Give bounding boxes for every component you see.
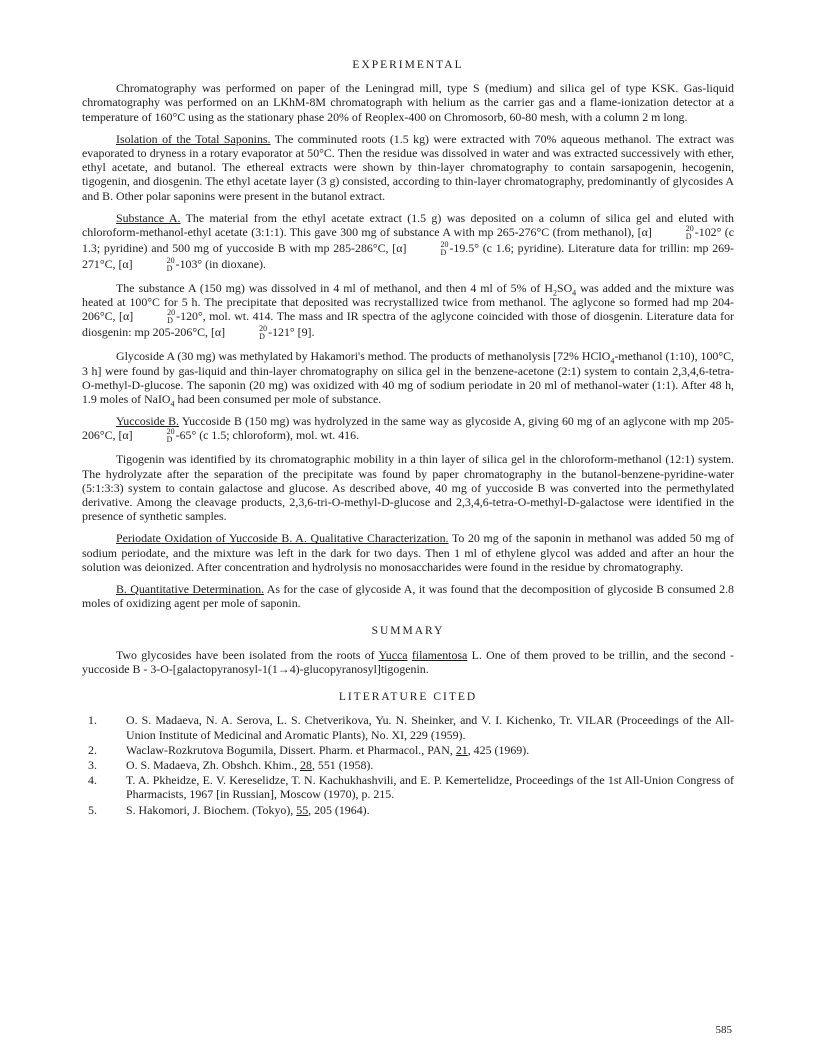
rotation-index: 20 D bbox=[167, 308, 176, 326]
paragraph-chromatography: Chromatography was performed on paper of the Leningrad mill, type S (medium) and silica gel of type KSK. Gas-liquid chromatography was performed on an LKhM-8M chromatograph with helium as the carrier gas and a flame-ionization detector at a temperature of 160°C using as the stationary phase 20% of Reoplex-400 on Chromosorb, 60-80 mesh, with a column 2 m long. bbox=[82, 81, 734, 124]
isolation-text: The comminuted roots (1.5 kg) were extracted with 70% aqueous methanol. The extract was evaporated to dryness in a rotary evaporator at 50°C. Then the residue was dissolved in water and was extracted successively with ether, ethyl acetate, and butanol. The ethereal extracts were shown by thin-layer chromatography to contain sarsapogenin, hecogenin, tigogenin, and diosgenin. The ethyl acetate layer (3 g) consisted, according to thin-layer chromatography, predominantly of glycosides A and B. Other polar saponins were present in the butanol extract. bbox=[82, 131, 735, 203]
paragraph-glycoside-a: Glycoside A (30 mg) was methylated by Hakamori's method. The products of methanolysis [72% HClO$_4$-methanol (1:10), 100°C, 3 h] were found by gas-liquid and thin-layer chromatography on silica gel in the benzene-acetone (2:1) system to contain 2,3,4,6-tetra-O-methyl-D-glucose. The saponin (20 mg) was oxidized with 40 mg of sodium periodate in 20 ml of methanol-water (1:1). After 48 h, 1.9 moles of NaIO$_4$ had been consumed per mole of substance. bbox=[82, 349, 735, 409]
paragraph-isolation bbox=[82, 132, 734, 203]
genus-name: Yucca bbox=[378, 647, 408, 662]
paragraph-quantitative: B. Quantitative Determination. As for the case of glycoside A, it was found that the decomposition of glycoside B consumed 2.8 moles of oxidizing agent per mole of saponin. bbox=[82, 582, 734, 611]
summary-heading: SUMMARY bbox=[371, 625, 445, 638]
paragraph-tigogenin: Tigogenin was identified by its chromatographic mobility in a thin layer of silica gel in the chloroform-methanol (12:1) system. The hydrolyzate after the separation of the precipitate was found by paper chromatography in the butanol-benzene-pyridine-water (5:1:3:3) system to contain galactose and glucose. As described above, 40 mg of yuccoside B was converted into the permethylated derivative. Among the cleavage products, 2,3,6-tri-O-methyl-D-glucose and 2,3,4,6-tetra-O-methyl-D-galactose were identified in the presence of synthetic samples. bbox=[82, 452, 734, 524]
paragraph-summary: Two glycosides have been isolated from the roots of Yucca filamentosa L. One of them proved to be trillin, and the second - yuccoside B - 3-O-[galactopyranosyl-1(1→4)-glucopyranosyl]tigogenin. bbox=[82, 647, 734, 676]
isolation-title: Isolation of the Total Saponins. bbox=[116, 131, 271, 146]
periodate-title: Periodate Oxidation of Yuccoside B. A. Qualitative Characterization. bbox=[116, 531, 449, 546]
experimental-heading: EXPERIMENTAL bbox=[352, 59, 464, 71]
rotation-index: 20 D bbox=[259, 324, 268, 342]
literature-heading: LITERATURE CITED bbox=[338, 691, 478, 704]
page-body bbox=[82, 58, 734, 818]
paragraph-substance-a: Substance A. The material from the ethyl acetate extract (1.5 g) was deposited on a column of silica gel and eluted with chloroform-methanol-ethyl acetate (3:1:1). This gave 300 mg of substance A with mp 265-276°C (from methanol), [α] 20 D -102° (c 1.3; pyridine) and 500 mg of yuccoside B with mp 285-286°C, [α] 20 D -19.5° (c 1.6; pyridine). Literature data for trillin: mp 269-271°C, [α] 20 D -103° (in dioxane). bbox=[82, 210, 734, 274]
species-name: filamentosa bbox=[411, 647, 468, 662]
page-number: 585 bbox=[715, 1024, 732, 1036]
reference-item: 3. O. S. Madaeva, Zh. Obshch. Khim., 28, 551 (1958). bbox=[88, 757, 374, 772]
reference-item: 2. Waclaw-Rozkrutova Bogumila, Dissert. Pharm. et Pharmacol., PAN, 21, 425 (1969). bbox=[88, 742, 530, 757]
reference-list bbox=[82, 713, 734, 816]
paragraph-hydrolysis-a: The substance A (150 mg) was dissolved in 4 ml of methanol, and then 4 ml of 5% of $H_2SO_4$ was added and the mixture was heated at 100°C for 5 h. The precipitate that deposited was recrystallized twice from methanol. The aglycone so formed had mp 204-206°C, [α] 20 D -120°, mol. wt. 414. The mass and IR spectra of the aglycone coincided with those of diosgenin. Literature data for diosgenin: mp 205-206°C, [α] 20 D -121° [9]. bbox=[82, 281, 735, 342]
quantitative-title: B. Quantitative Determination. bbox=[116, 582, 265, 597]
paragraph-periodate: Periodate Oxidation of Yuccoside B. A. Qualitative Characterization. To 20 mg of the saponin in methanol was added 50 mg of sodium periodate, and the mixture was left in the dark for two days. Then 1 ml of ethylene glycol was added and after an hour the solution was deionized. After concentration and hydrolysis no monosaccharides were found in the residue by chromatography. bbox=[82, 531, 734, 574]
reference-item: 5. S. Hakomori, J. Biochem. (Tokyo), 55, 205 (1964). bbox=[88, 802, 370, 817]
reference-item: 1. O. S. Madaeva, N. A. Serova, L. S. Chetverikova, Yu. N. Sheinker, and V. I. Kichenko, Tr. VILAR (Proceedings of the All-Union Institute of Medicinal and Aromatic Plants), No. XI, 229 (1959). bbox=[88, 713, 734, 742]
yuccoside-b-title: Yuccoside B. bbox=[116, 414, 180, 429]
rotation-index: 20 D bbox=[166, 256, 175, 274]
paragraph-yuccoside-b: Yuccoside B. Yuccoside B (150 mg) was hydrolyzed in the same way as glycoside A, giving 60 mg of an aglycone with mp 205-206°C, [α] 20 D -65° (c 1.5; chloroform), mol. wt. 416. bbox=[82, 414, 734, 445]
reference-item: 4. T. A. Pkheidze, E. V. Kereselidze, T. N. Kachukhashvili, and E. P. Kemertelidze, Proceedings of the 1st All-Union Congress of Pharmacists, 1967 [in Russian], Moscow (1970), p. 215. bbox=[88, 773, 734, 802]
rotation-index: 20 D bbox=[440, 240, 449, 258]
rotation-index: 20 D bbox=[166, 427, 175, 445]
rotation-index: 20 D bbox=[685, 224, 694, 242]
substance-a-title: Substance A. bbox=[116, 210, 181, 225]
